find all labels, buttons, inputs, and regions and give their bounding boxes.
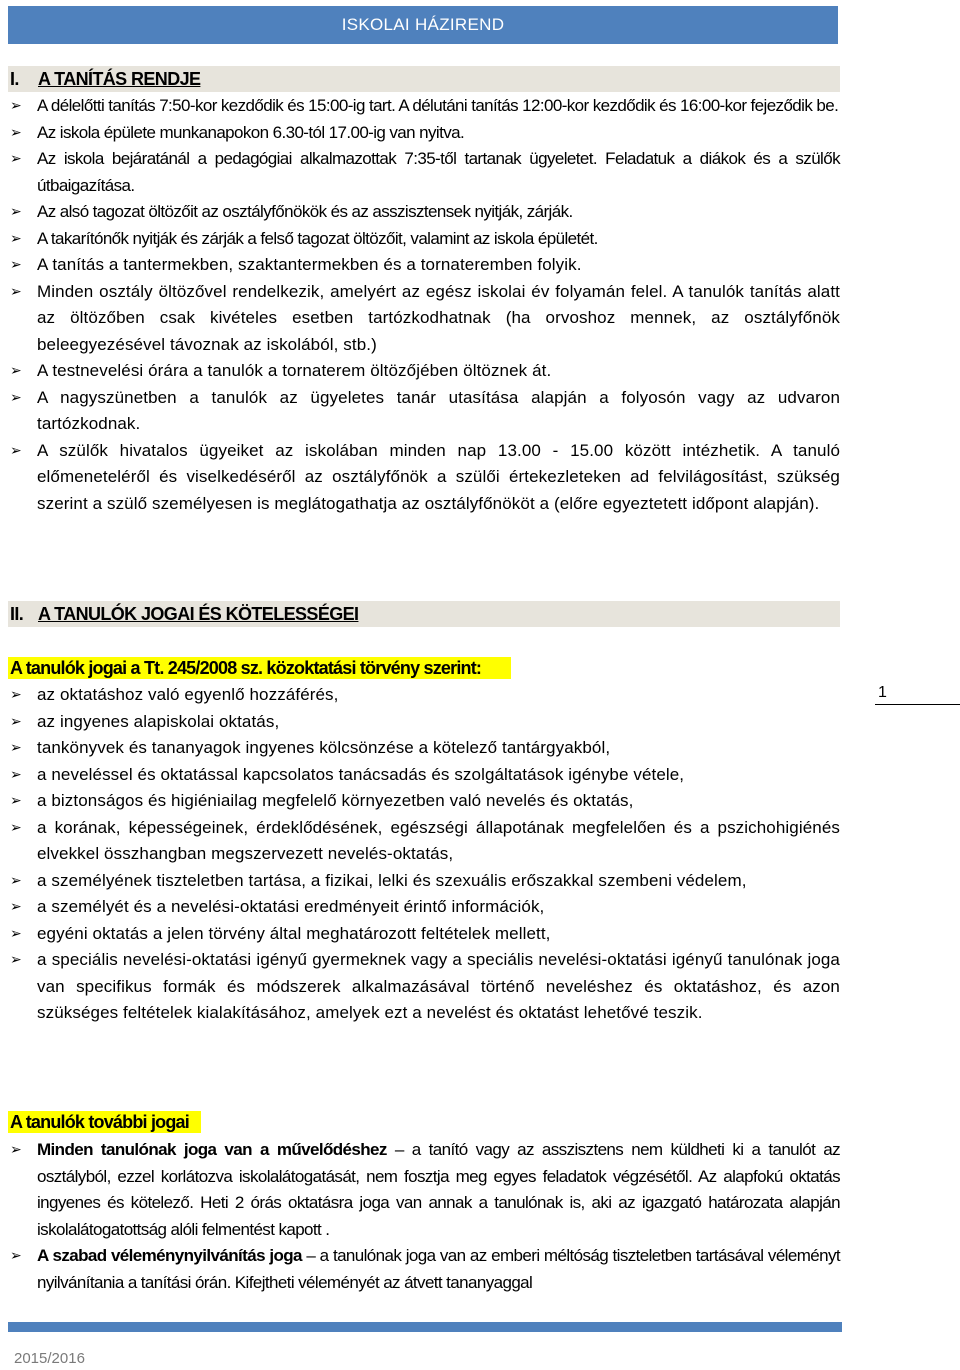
arrow-bullet-icon: ➢ <box>10 124 22 141</box>
further-rights-list <box>10 1137 840 1296</box>
page-number: 1 <box>875 682 960 705</box>
list-item: ➢ Minden osztály öltözővel rendelkezik, amelyért az egész iskolai év folyamán felel. A tanulók tanítás alatt az öltözőben csak kivételes esetben tartózkodhatnak (ha orvoshoz mennek, az osztályfőnök beleegyezésével távoznak az iskolából, stb.) <box>10 279 840 359</box>
arrow-bullet-icon: ➢ <box>10 766 22 783</box>
arrow-bullet-icon: ➢ <box>10 1248 22 1264</box>
document-title: ISKOLAI HÁZIREND <box>8 6 838 44</box>
rights-list <box>10 682 840 1027</box>
list-item: ➢ az oktatáshoz való egyenlő hozzáférés, <box>10 682 840 709</box>
arrow-bullet-icon: ➢ <box>10 151 22 167</box>
list-item: ➢ a személyét és a nevelési-oktatási eredményeit érintő információk, <box>10 894 840 921</box>
list-item: ➢ az ingyenes alapiskolai oktatás, <box>10 709 840 736</box>
footer-year: 2015/2016 <box>14 1350 85 1367</box>
arrow-bullet-icon: ➢ <box>10 687 22 703</box>
list-item: ➢ a neveléssel és oktatással kapcsolatos tanácsadás és szolgáltatások igénybe vétele, <box>10 762 840 789</box>
arrow-bullet-icon: ➢ <box>10 257 22 273</box>
arrow-bullet-icon: ➢ <box>10 740 22 756</box>
section-title: A TANÍTÁS RENDJE <box>38 69 201 89</box>
arrow-bullet-icon: ➢ <box>10 872 22 889</box>
arrow-bullet-icon: ➢ <box>10 1142 22 1158</box>
list-item: ➢ Az alsó tagozat öltözőit az osztályfőnökök és az asszisztensek nyitják, zárják. <box>10 199 840 226</box>
list-item: ➢ egyéni oktatás a jelen törvény által meghatározott feltételek mellett, <box>10 921 840 948</box>
list-item: ➢ A szabad véleménynyilvánítás joga – a tanulónak joga van az emberi méltóság tiszteletben tartásával véleményt nyilvánítania a tanítási órán. Kifejtheti véleményét az átvett tananyaggal <box>10 1243 840 1296</box>
section-number: I. <box>10 69 19 89</box>
arrow-bullet-icon: ➢ <box>10 713 22 730</box>
arrow-bullet-icon: ➢ <box>10 442 22 459</box>
list-item: ➢ a személyének tiszteletben tartása, a fizikai, lelki és szexuális erőszakkal szembeni védelem, <box>10 868 840 895</box>
arrow-bullet-icon: ➢ <box>10 899 22 915</box>
list-item: ➢ Minden tanulónak joga van a művelődéshez – a tanító vagy az asszisztens nem küldheti ki a tanulót az osztályból, ezzel korlátozva iskolalátogatását, nem fosztja meg egyes feladatok végzésétől. Az alapfokú oktatás ingyenes és kötelező. Heti 2 órás oktatásra joga van annak a tanulónak is, aki az igazgató határozata alapján iskolalátogatottság alóli felmentést kapott . <box>10 1137 840 1243</box>
further-rights-heading: A tanulók további jogai <box>8 1111 201 1133</box>
right-title: Minden tanulónak joga van a művelődéshez <box>37 1140 387 1159</box>
list-item: ➢ A szülők hivatalos ügyeiket az iskolában minden nap 13.00 - 15.00 között intézhetik. A tanuló előmeneteléről és viselkedéséről az osztályfőnök a szülői értekezleteken ad felvilágosítást, szükség szerint a szülő személyesen is meglátogathatja az osztályfőnököt a (előre egyeztetett időpont alapján). <box>10 438 840 518</box>
list-item: ➢ Az iskola épülete munkanapokon 6.30-tól 17.00-ig van nyitva. <box>10 120 840 147</box>
list-item: ➢ A délelőtti tanítás 7:50-kor kezdődik és 15:00-ig tart. A délutáni tanítás 12:00-kor kezdődik és 16:00-kor fejeződik be. <box>10 93 840 120</box>
list-item: ➢ A nagyszünetben a tanulók az ügyeletes tanár utasítása alapján a folyosón vagy az udvaron tartózkodnak. <box>10 385 840 438</box>
section-title: A TANULÓK JOGAI ÉS KÖTELESSÉGEI <box>38 604 359 624</box>
section-1-list <box>10 93 840 517</box>
right-title: A szabad véleménynyilvánítás joga <box>37 1246 302 1265</box>
section-heading-2 <box>8 601 840 627</box>
list-item: ➢ A testnevelési órára a tanulók a tornaterem öltözőjében öltöznek át. <box>10 358 840 385</box>
arrow-bullet-icon: ➢ <box>10 952 22 968</box>
arrow-bullet-icon: ➢ <box>10 98 22 114</box>
arrow-bullet-icon: ➢ <box>10 363 22 379</box>
section-heading-1 <box>8 66 840 92</box>
list-item: ➢ A takarítónők nyitják és zárják a felső tagozat öltözőit, valamint az iskola épületét. <box>10 226 840 253</box>
arrow-bullet-icon: ➢ <box>10 204 22 220</box>
list-item: ➢ A tanítás a tantermekben, szaktantermekben és a tornateremben folyik. <box>10 252 840 279</box>
section-number: II. <box>10 604 24 624</box>
list-item: ➢ a biztonságos és higiéniailag megfelelő környezetben való nevelés és oktatás, <box>10 788 840 815</box>
list-item: ➢ tankönyvek és tananyagok ingyenes kölcsönzése a kötelező tantárgyakból, <box>10 735 840 762</box>
arrow-bullet-icon: ➢ <box>10 925 22 942</box>
list-item: ➢ Az iskola bejáratánál a pedagógiai alkalmazottak 7:35-től tartanak ügyeletet. Feladatuk a diákok és a szülők útbaigazítása. <box>10 146 840 199</box>
arrow-bullet-icon: ➢ <box>10 230 22 247</box>
list-item: ➢ a korának, képességeinek, érdeklődésének, egészségi állapotának megfelelően és a pszichohigiénés elvekkel összhangban megszervezett nevelés-oktatás, <box>10 815 840 868</box>
rights-heading: A tanulók jogai a Tt. 245/2008 sz. közoktatási törvény szerint: <box>8 657 511 679</box>
arrow-bullet-icon: ➢ <box>10 283 22 300</box>
arrow-bullet-icon: ➢ <box>10 389 22 406</box>
footer-bar <box>8 1322 842 1332</box>
arrow-bullet-icon: ➢ <box>10 793 22 809</box>
arrow-bullet-icon: ➢ <box>10 819 22 836</box>
list-item: ➢ a speciális nevelési-oktatási igényű gyermeknek vagy a speciális nevelési-oktatási igényű tanulónak joga van specifikus formák és módszerek alkalmazásával történő neveléshez és oktatáshoz, és azon szükséges feltételek kialakításához, amelyek ezt a nevelést és oktatást lehetővé teszik. <box>10 947 840 1027</box>
